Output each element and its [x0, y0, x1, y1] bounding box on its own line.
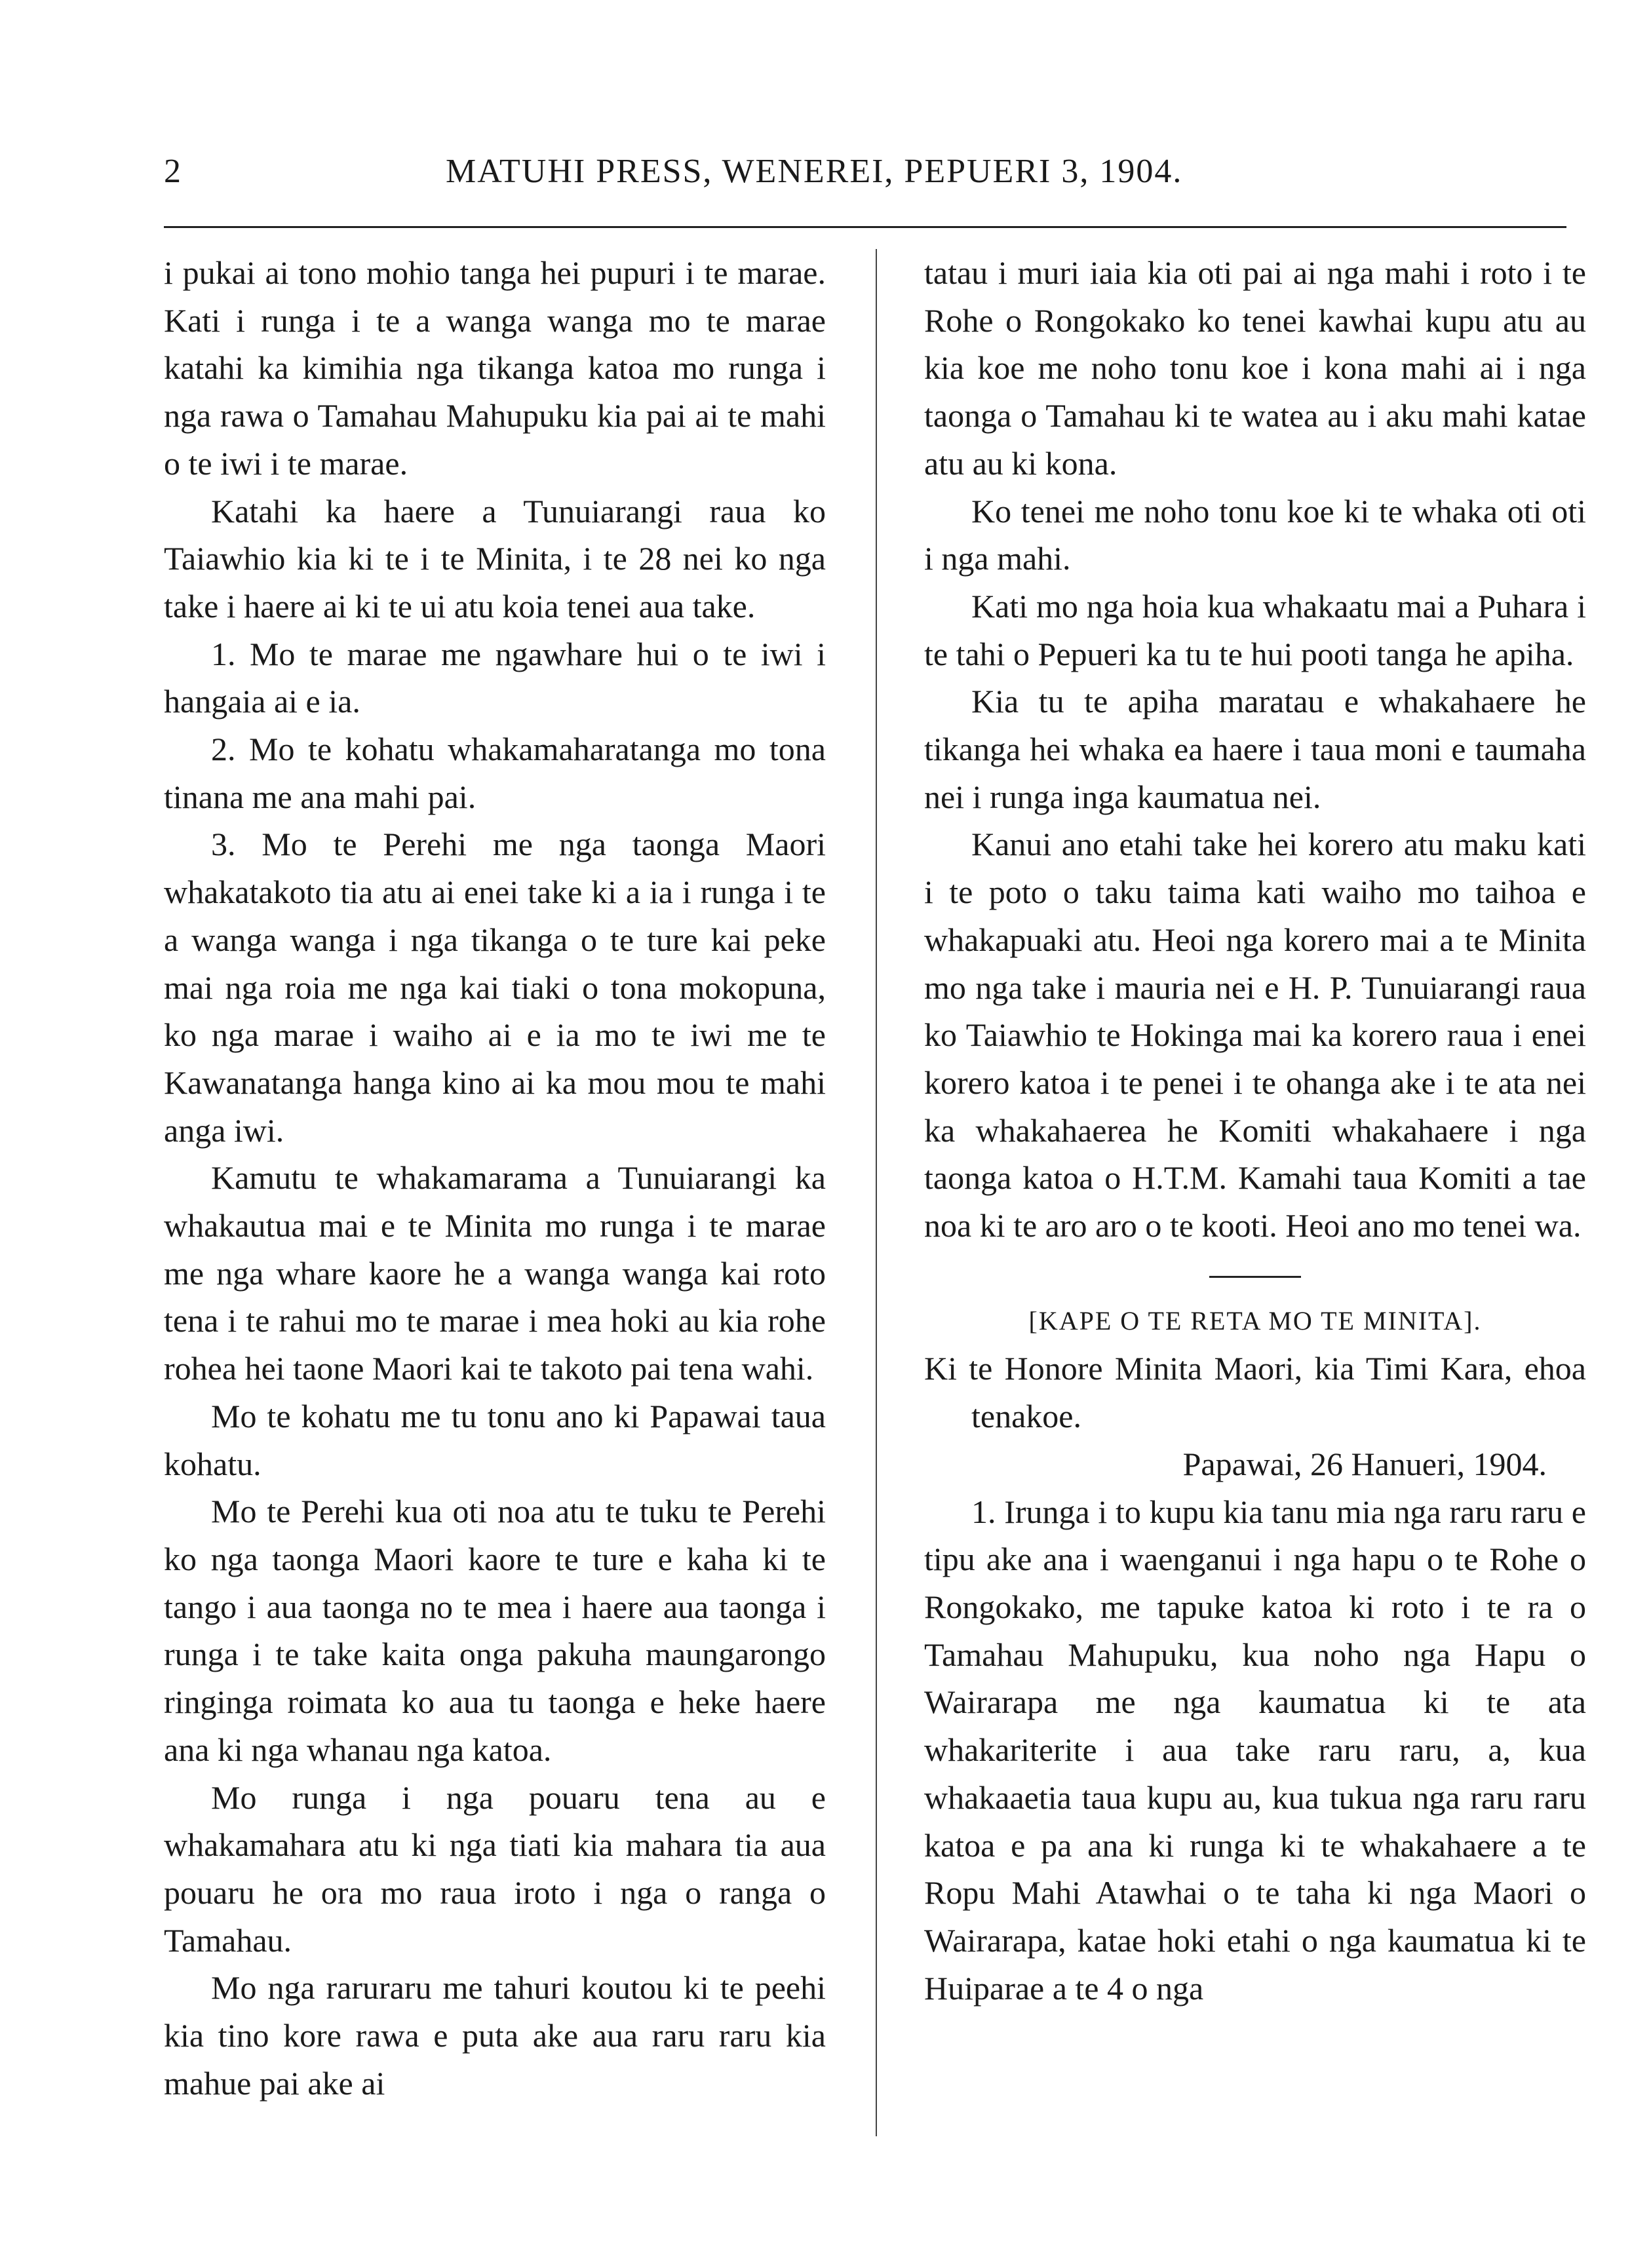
- letter-paragraph: 1. Irunga i to kupu kia tanu mia nga raru raru e tipu ake ana i waenganui i nga hapu o te Rohe o Rongokako, me tapuke katoa ki roto i te ra o Tamahau Mahupuku, kua noho nga Hapu o Wairarapa me nga kaumatua ki te ata whakariterite i aua take raru raru, a, kua whakaaetia taua kupu au, kua tukua nga raru raru katoa e pa ana ki runga ki te whakahaere a te Ropu Mahi Atawhai o te taha ki nga Maori o Wairarapa, katae hoki etahi o nga kaumatua ki te Huiparae a te 4 o nga: [924, 1493, 1586, 2007]
- paragraph: Mo nga raruraru me tahuri koutou ki te peehi kia tino kore rawa e puta ake aua raru raru kia mahue pai ake ai: [164, 1969, 826, 2102]
- paragraph: Mo te kohatu me tu tonu ano ki Papawai taua kohatu.: [164, 1397, 826, 1482]
- column-divider: [876, 249, 877, 2136]
- page-header: [164, 152, 1363, 204]
- running-title: MATUHI PRESS, WENEREI, PEPUERI 3, 1904.: [446, 153, 1183, 190]
- page-number: 2: [164, 153, 182, 190]
- paragraph: Kanui ano etahi take hei korero atu maku kati i te poto o taku taima kati waiho mo taihoa e whakapuaki atu. Heoi nga korero mai a te Minita mo nga take i mauria nei e H. P. Tunuiarangi raua ko Taiawhio te Hokinga mai ka korero raua i enei korero katoa i te penei i te ohanga ake i te ata nei ka whakahaerea he Komiti whakahaere i nga taonga katoa o H.T.M. Kamahi taua Komiti a tae noa ki te aro aro o te kooti. Heoi ano mo tenei wa.: [924, 826, 1586, 1244]
- letter-heading: [KAPE O TE RETA MO TE MINITA].: [1028, 1305, 1482, 1336]
- left-column: [164, 249, 826, 2107]
- paragraph: Kati mo nga hoia kua whakaatu mai a Puhara i te tahi o Pepueri ka tu te hui pooti tanga he apiha.: [924, 587, 1586, 672]
- letter-dateline: Papawai, 26 Hanueri, 1904.: [1182, 1445, 1547, 1482]
- right-column: [924, 249, 1586, 2012]
- paragraph: Mo te Perehi kua oti noa atu te tuku te Perehi ko nga taonga Maori kaore te ture e kaha ki te tango i aua taonga no te mea i haere aua taonga i runga i te take kaita onga pakuha maungarongo ringinga roimata ko aua tu taonga e heke haere ana ki nga whanau nga katoa.: [164, 1493, 826, 1768]
- letter-salutation: Ki te Honore Minita Maori, kia Timi Kara, ehoa tenakoe.: [924, 1350, 1586, 1435]
- numbered-item: 1. Mo te marae me ngawhare hui o te iwi i hangaia ai e ia.: [164, 635, 826, 720]
- paragraph: i pukai ai tono mohio tanga hei pupuri i te marae. Kati i runga i te a wanga wanga mo te marae katahi ka kimihia nga tikanga katoa mo runga i nga rawa o Tamahau Mahupuku kia pai ai te mahi o te iwi i te marae.: [164, 254, 826, 482]
- paragraph: Kamutu te whakamarama a Tunuiarangi ka whakautua mai e te Minita mo runga i te marae me nga whare kaore he a wanga wanga kai roto tena i te rahui mo te marae i mea hoki au kia rohe rohea hei taone Maori kai te takoto pai tena wahi.: [164, 1159, 826, 1387]
- paragraph: tatau i muri iaia kia oti pai ai nga mahi i roto i te Rohe o Rongokako ko tenei kawhai kupu atu au kia koe me noho tonu koe i kona mahi ai i nga taonga o Tamahau ki te watea au i aku mahi katae atu au ki kona.: [924, 254, 1586, 482]
- header-rule: [164, 226, 1566, 228]
- paragraph: Mo runga i nga pouaru tena au e whakamahara atu ki nga tiati kia mahara tia aua pouaru he ora mo raua iroto i nga o ranga o Tamahau.: [164, 1778, 826, 1959]
- paragraph: Katahi ka haere a Tunuiarangi raua ko Taiawhio kia ki te i te Minita, i te 28 nei ko nga take i haere ai ki te ui atu koia tenei aua take.: [164, 492, 826, 625]
- numbered-item: 3. Mo te Perehi me nga taonga Maori whakatakoto tia atu ai enei take ki a ia i runga i te a wanga wanga i nga tikanga o te ture kai peke mai nga roia me nga kai tiaki o tona mokopuna, ko nga marae i waiho ai e ia mo te iwi me te Kawanatanga hanga kino ai ka mou mou te mahi anga iwi.: [164, 826, 826, 1149]
- section-divider: [1209, 1276, 1301, 1278]
- numbered-item: 2. Mo te kohatu whakamaharatanga mo tona tinana me ana mahi pai.: [164, 731, 826, 815]
- paragraph: Ko tenei me noho tonu koe ki te whaka oti oti i nga mahi.: [924, 492, 1586, 577]
- paragraph: Kia tu te apiha maratau e whakahaere he tikanga hei whaka ea haere i taua moni e taumaha nei i runga inga kaumatua nei.: [924, 683, 1586, 815]
